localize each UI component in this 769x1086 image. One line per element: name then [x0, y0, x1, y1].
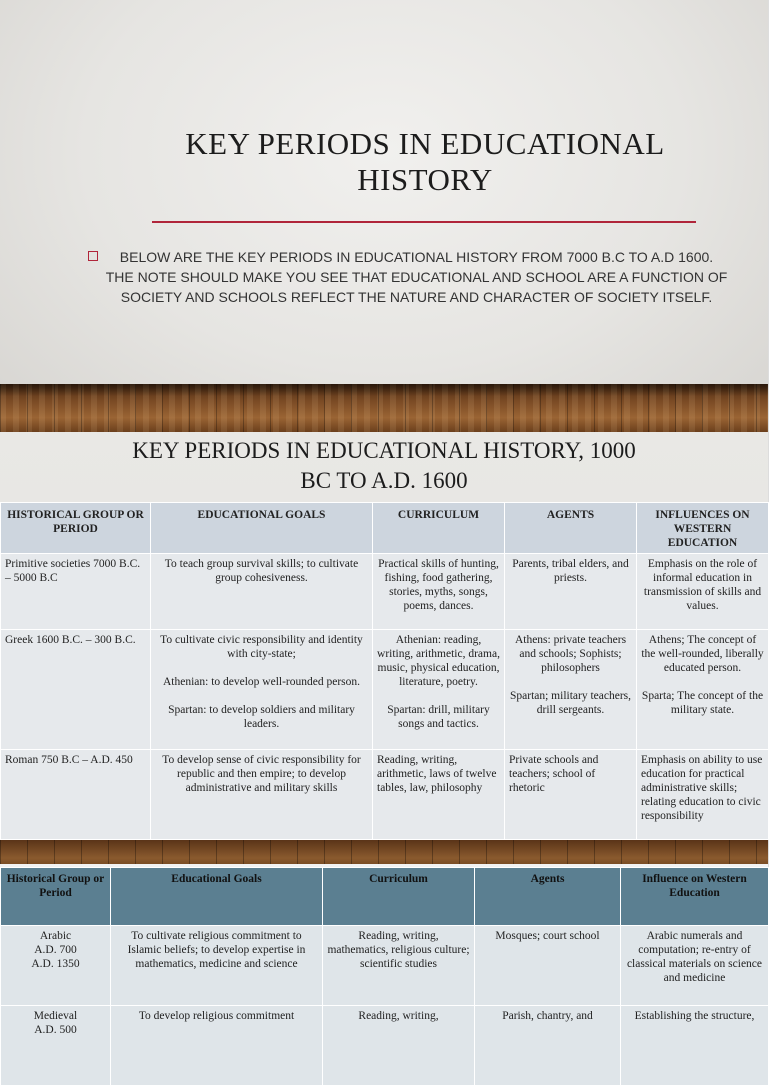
table-header-row [1, 503, 769, 554]
cell-period: Primitive societies 7000 B.C. – 5000 B.C [1, 554, 151, 630]
cell-curriculum [373, 630, 505, 750]
cell-text: Parents, tribal elders, and priests. [512, 558, 629, 584]
cell-text: To develop sense of civic responsibility for republic and then empire; to develop administrative and military skills [162, 754, 361, 794]
cell-goals [151, 630, 373, 750]
cell-influences [637, 554, 769, 630]
cell-influences: Arabic numerals and computation; re-entry of classical materials on science and medicine [621, 926, 769, 1006]
table-row [1, 630, 769, 750]
cell-text: Emphasis on ability to use education for practical administrative skills; relating education to civic responsibility [641, 754, 763, 822]
cell-curriculum [373, 554, 505, 630]
cell-period: Arabic A.D. 700 A.D. 1350 [1, 926, 111, 1006]
slide-2-title-line-2: BC TO A.D. 1600 [300, 468, 468, 493]
cell-influences [637, 750, 769, 840]
header-goals: Educational Goals [111, 868, 323, 926]
cell-goals: To develop religious commitment [111, 1006, 323, 1086]
header-period: HISTORICAL GROUP OR PERIOD [1, 503, 151, 554]
cell-text: Spartan; military teachers, drill sergeants. [509, 690, 632, 716]
cell-text: Sparta; The concept of the military state. [641, 690, 764, 716]
cell-influences: Establishing the structure, [621, 1006, 769, 1086]
table-header-row [1, 868, 769, 926]
table-row [1, 750, 769, 840]
floor-shadow [0, 384, 768, 396]
cell-goals: To cultivate religious commitment to Islamic beliefs; to develop expertise in mathematics, medicine and science [111, 926, 323, 1006]
title-line-1: KEY PERIODS IN EDUCATIONAL [185, 126, 665, 161]
intro-bullet [88, 247, 728, 307]
slide-periods-table-continued [0, 864, 768, 1036]
header-influences: INFLUENCES ON WESTERN EDUCATION [637, 503, 769, 554]
cell-text: Athens; The concept of the well-rounded, liberally educated person. [641, 634, 764, 674]
table-row [1, 926, 769, 1006]
cell-text: Practical skills of hunting, fishing, food gathering, stories, myths, songs, poems, dances. [378, 558, 499, 612]
header-goals: EDUCATIONAL GOALS [151, 503, 373, 554]
table-row [1, 554, 769, 630]
cell-text: Private schools and teachers; school of rhetoric [509, 754, 599, 794]
header-agents: AGENTS [505, 503, 637, 554]
cell-period: Medieval A.D. 500 [1, 1006, 111, 1086]
cell-period: Greek 1600 B.C. – 300 B.C. [1, 630, 151, 750]
cell-agents: Mosques; court school [475, 926, 621, 1006]
cell-text: Athenian: reading, writing, arithmetic, drama, music, physical education, literature, poetry. [377, 634, 500, 688]
cell-text: Athens: private teachers and schools; Sophists; philosophers [514, 634, 627, 674]
title-divider [152, 221, 696, 223]
header-influences: Influence on Western Education [621, 868, 769, 926]
cell-text: Spartan: drill, military songs and tactics. [387, 704, 490, 730]
slide-2-title-line-1: KEY PERIODS IN EDUCATIONAL HISTORY, 1000 [132, 438, 636, 463]
cell-goals [151, 554, 373, 630]
cell-text: To cultivate civic responsibility and identity with city-state; [160, 634, 363, 660]
intro-bullet-text: BELOW ARE THE KEY PERIODS IN EDUCATIONAL HISTORY FROM 7000 B.C TO A.D 1600. THE NOTE SHOULD MAKE YOU SEE THAT EDUCATIONAL AND SCHOOL ARE A FUNCTION OF SOCIETY AND SCHOOLS REFLECT THE NATURE AND CHARACTER OF SOCIETY ITSELF. [105, 249, 728, 305]
header-curriculum: Curriculum [323, 868, 475, 926]
square-bullet-icon [88, 251, 98, 261]
cell-text: Emphasis on the role of informal education in transmission of skills and values. [643, 558, 762, 612]
cell-agents [505, 554, 637, 630]
periods-table-continued [0, 867, 769, 1086]
slide-title [0, 0, 768, 432]
periods-table [0, 502, 769, 840]
cell-text: Reading, writing, arithmetic, laws of twelve tables, law, philosophy [377, 754, 497, 794]
title-line-2: HISTORY [357, 162, 493, 197]
cell-influences [637, 630, 769, 750]
slide-periods-table [0, 432, 768, 864]
table-row [1, 1006, 769, 1086]
cell-curriculum [373, 750, 505, 840]
header-period: Historical Group or Period [1, 868, 111, 926]
slide-2-title [80, 436, 688, 496]
cell-text: To teach group survival skills; to cultivate group cohesiveness. [164, 558, 359, 584]
cell-text: Spartan: to develop soldiers and military leaders. [168, 704, 355, 730]
cell-agents [505, 630, 637, 750]
header-agents: Agents [475, 868, 621, 926]
cell-agents: Parish, chantry, and [475, 1006, 621, 1086]
cell-goals [151, 750, 373, 840]
header-curriculum: CURRICULUM [373, 503, 505, 554]
cell-period: Roman 750 B.C – A.D. 450 [1, 750, 151, 840]
cell-text: Athenian: to develop well-rounded person. [162, 676, 361, 688]
cell-curriculum: Reading, writing, [323, 1006, 475, 1086]
slide-title-heading [150, 126, 700, 198]
cell-agents [505, 750, 637, 840]
cell-curriculum: Reading, writing, mathematics, religious culture; scientific studies [323, 926, 475, 1006]
